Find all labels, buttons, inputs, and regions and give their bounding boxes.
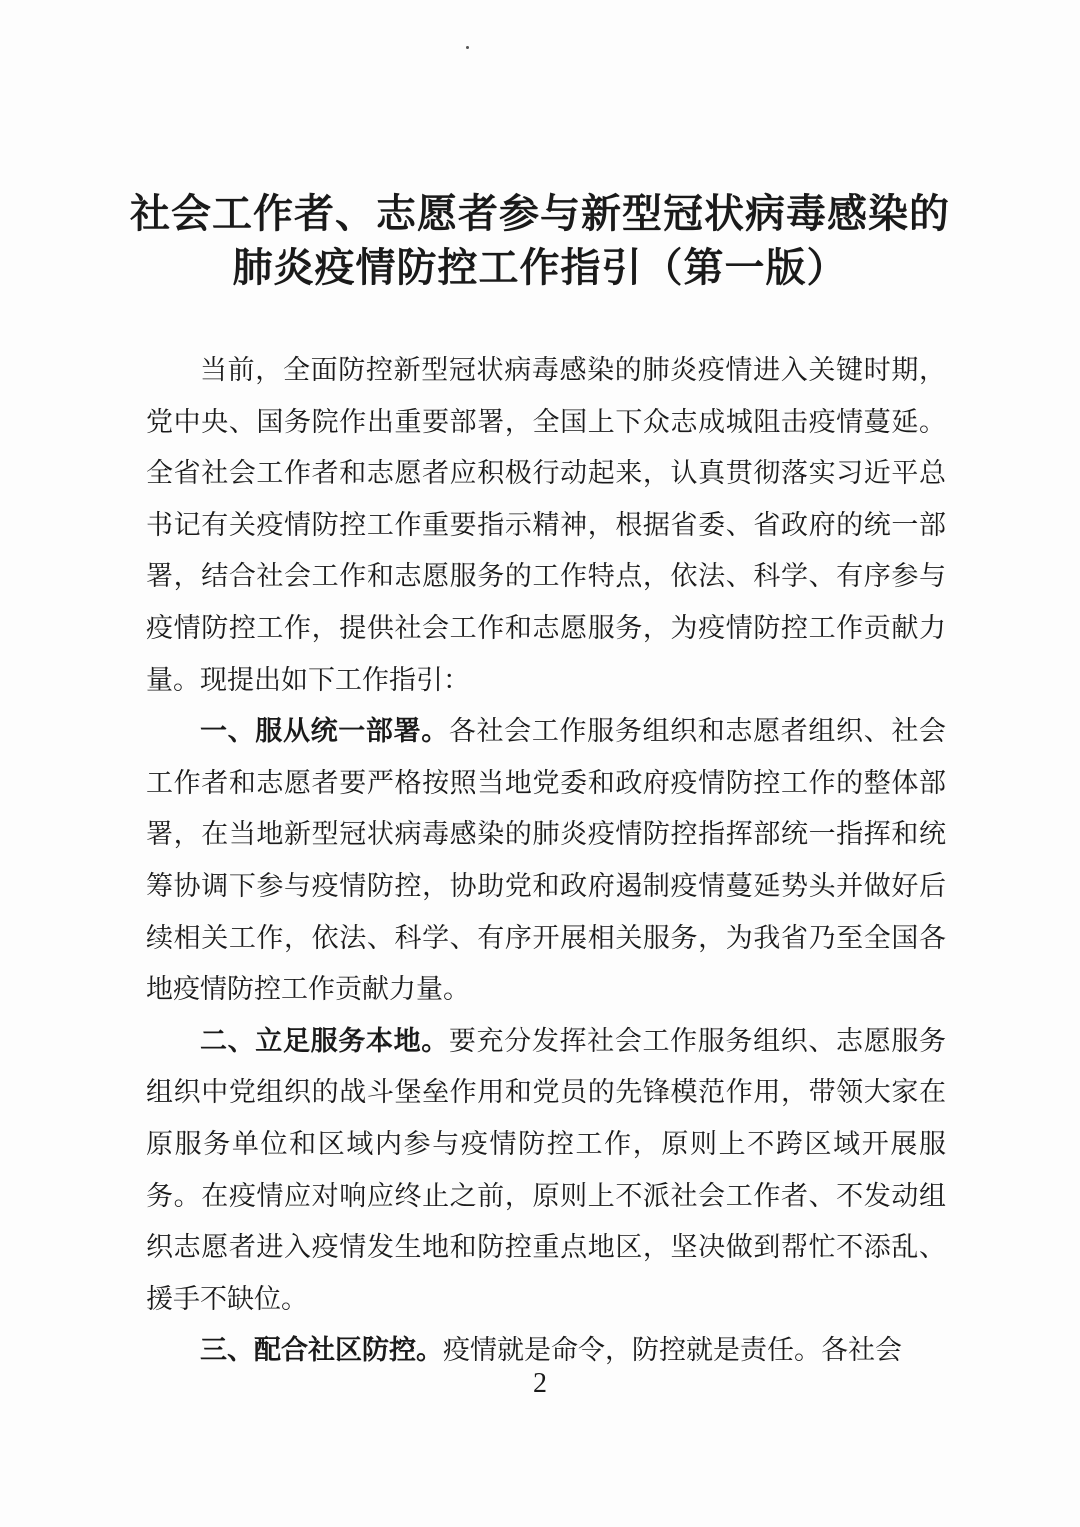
section-heading-1: 一、服从统一部署。 bbox=[200, 716, 449, 748]
page-number: 2 bbox=[533, 1368, 547, 1399]
section-text-1: 各社会工作服务组织和志愿者组织、社会工作者和志愿者要严格按照当地党委和政府疫情防控工作的整体部署，在当地新型冠状病毒感染的肺炎疫情防控指挥部统一指挥和统筹协调下参与疫情防控，协助党和政府遏制疫情蔓延势头并做好后续相关工作，依法、科学、有序开展相关服务，为我省乃至全国各地疫情防控工作贡献力量。 bbox=[146, 716, 947, 1006]
section-heading-3: 三、配合社区防控。 bbox=[200, 1335, 443, 1367]
document-title-line-1: 社会工作者、志愿者参与新型冠状病毒感染的 bbox=[130, 191, 950, 237]
section-paragraph-2 bbox=[146, 1016, 946, 1326]
section-heading-2: 二、立足服务本地。 bbox=[200, 1025, 449, 1057]
document-body bbox=[146, 345, 946, 1377]
section-paragraph-1 bbox=[146, 706, 946, 1016]
section-text-3: 疫情就是命令，防控就是责任。各社会 bbox=[443, 1335, 902, 1367]
scan-speck bbox=[466, 46, 469, 49]
document-title-line-2: 肺炎疫情防控工作指引（第一版） bbox=[232, 245, 848, 291]
intro-paragraph: 当前，全面防控新型冠状病毒感染的肺炎疫情进入关键时期，党中央、国务院作出重要部署，全国上下众志成城阻击疫情蔓延。全省社会工作者和志愿者应积极行动起来，认真贯彻落实习近平总书记有关疫情防控工作重要指示精神，根据省委、省政府的统一部署，结合社会工作和志愿服务的工作特点，依法、科学、有序参与疫情防控工作，提供社会工作和志愿服务，为疫情防控工作贡献力量。现提出如下工作指引： bbox=[146, 355, 946, 696]
section-text-2: 要充分发挥社会工作服务组织、志愿服务组织中党组织的战斗堡垒作用和党员的先锋模范作用，带领大家在原服务单位和区域内参与疫情防控工作，原则上不跨区域开展服务。在疫情应对响应终止之前，原则上不派社会工作者、不发动组织志愿者进入疫情发生地和防控重点地区，坚决做到帮忙不添乱、援手不缺位。 bbox=[146, 1025, 947, 1315]
